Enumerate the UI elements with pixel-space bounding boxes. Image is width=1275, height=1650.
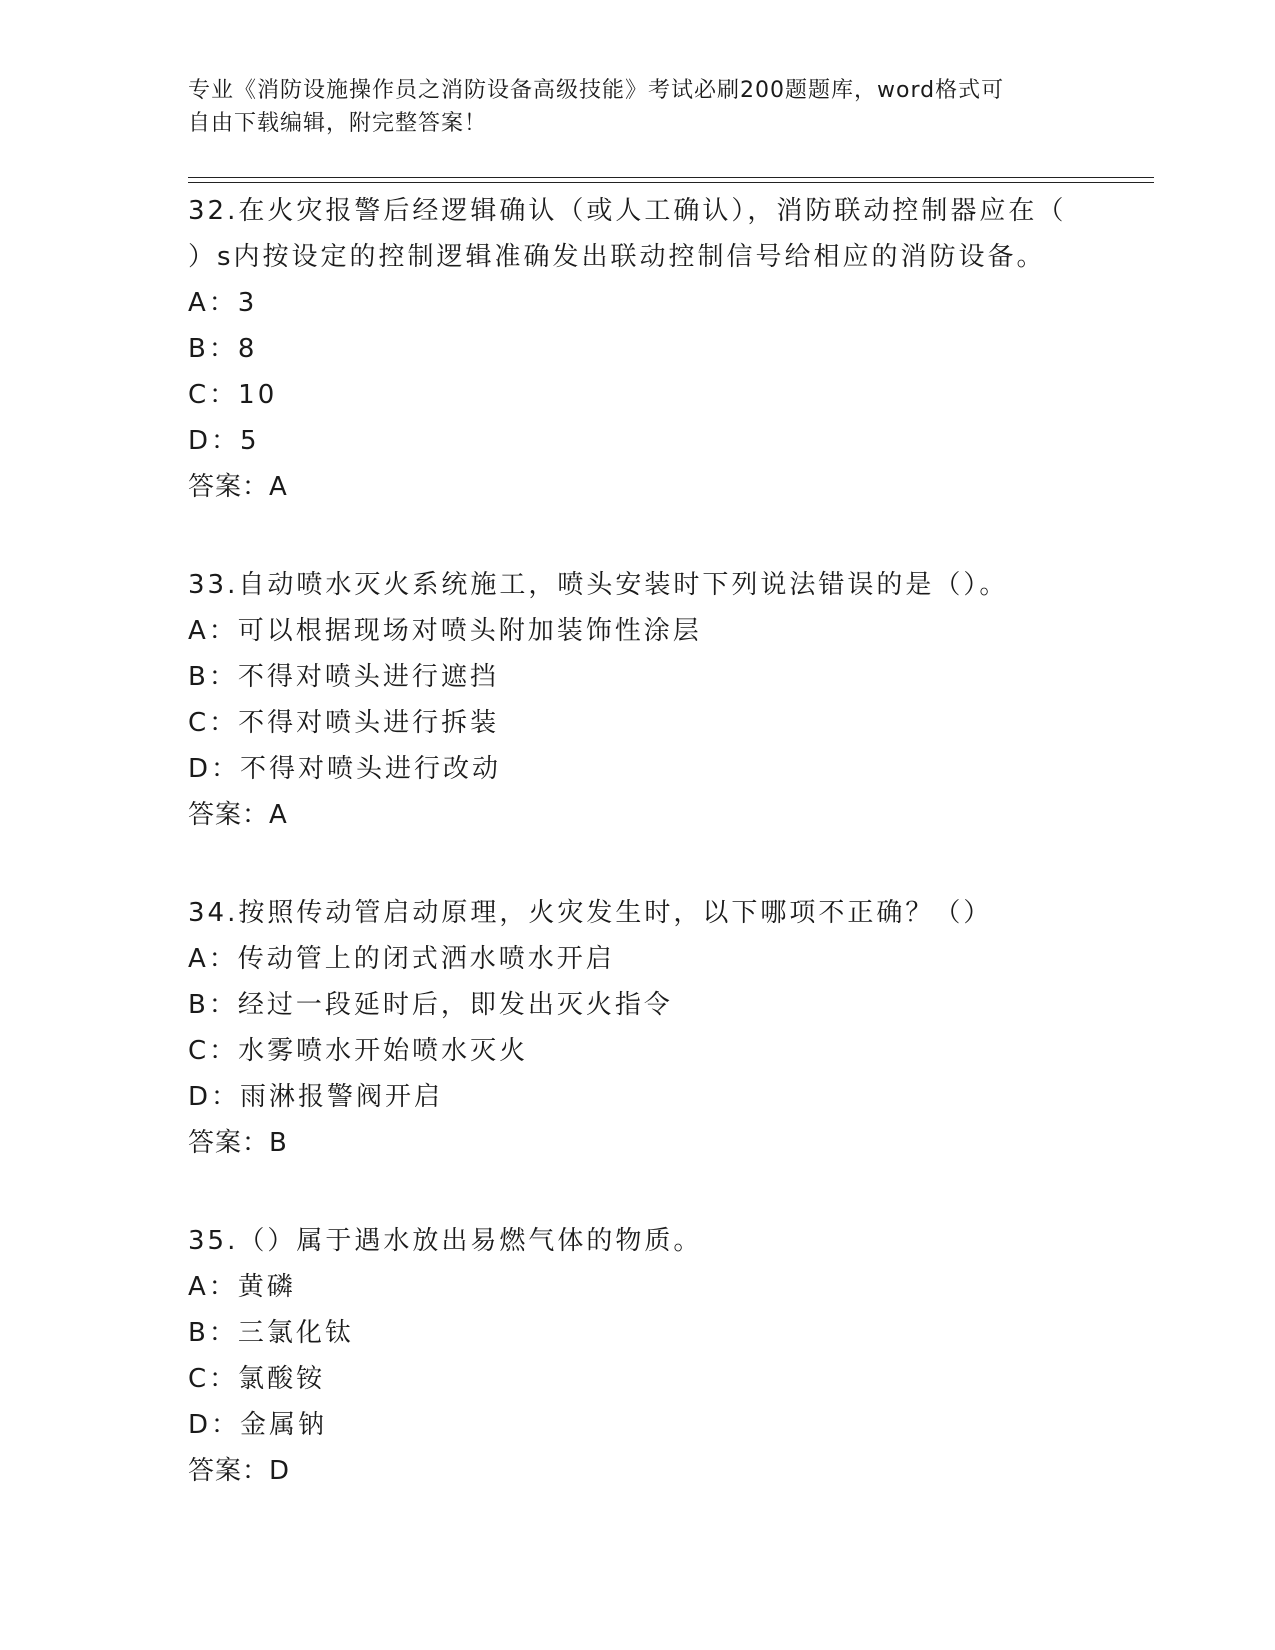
option-c: C：水雾喷水开始喷水灭火: [188, 1036, 529, 1066]
answer-label: 答案：A: [188, 472, 288, 502]
option-b: B：不得对喷头进行遮挡: [188, 662, 499, 692]
option-d: D：不得对喷头进行改动: [188, 754, 502, 784]
header-divider-bottom: [188, 182, 1154, 183]
answer-label: 答案：D: [188, 1456, 291, 1486]
question-stem-line: ）s内按设定的控制逻辑准确发出联动控制信号给相应的消防设备。: [188, 242, 1046, 272]
question-32: [188, 188, 1088, 510]
question-stem-line: 32.在火灾报警后经逻辑确认（或人工确认），消防联动控制器应在（: [188, 196, 1067, 226]
header-line-1: 专业《消防设施操作员之消防设备高级技能》考试必刷200题题库，word格式可: [188, 78, 1005, 103]
option-a: A：3: [188, 288, 258, 318]
option-d: D：雨淋报警阀开启: [188, 1082, 444, 1112]
question-stem-line: 34.按照传动管启动原理，火灾发生时，以下哪项不正确？（）: [188, 898, 993, 928]
option-d: D：5: [188, 426, 260, 456]
option-c: C：10: [188, 380, 278, 410]
option-d: D：金属钠: [188, 1410, 328, 1440]
option-b: B：8: [188, 334, 258, 364]
question-34: [188, 890, 1088, 1166]
header-divider-top: [188, 177, 1154, 178]
question-35: [188, 1218, 1088, 1494]
document-header: [188, 74, 1088, 140]
option-b: B：三氯化钛: [188, 1318, 354, 1348]
answer-label: 答案：A: [188, 800, 288, 830]
option-b: B：经过一段延时后，即发出灭火指令: [188, 990, 673, 1020]
header-line-2: 自由下载编辑，附完整答案！: [188, 111, 488, 136]
question-list: [188, 188, 1088, 1546]
question-33: [188, 562, 1088, 838]
question-stem-line: 33.自动喷水灭火系统施工，喷头安装时下列说法错误的是（）。: [188, 570, 1009, 600]
option-a: A：可以根据现场对喷头附加装饰性涂层: [188, 616, 702, 646]
question-stem-line: 35.（）属于遇水放出易燃气体的物质。: [188, 1226, 703, 1256]
option-c: C：不得对喷头进行拆装: [188, 708, 500, 738]
option-a: A：传动管上的闭式洒水喷水开启: [188, 944, 615, 974]
answer-label: 答案：B: [188, 1128, 288, 1158]
option-c: C：氯酸铵: [188, 1364, 326, 1394]
option-a: A：黄磷: [188, 1272, 296, 1302]
